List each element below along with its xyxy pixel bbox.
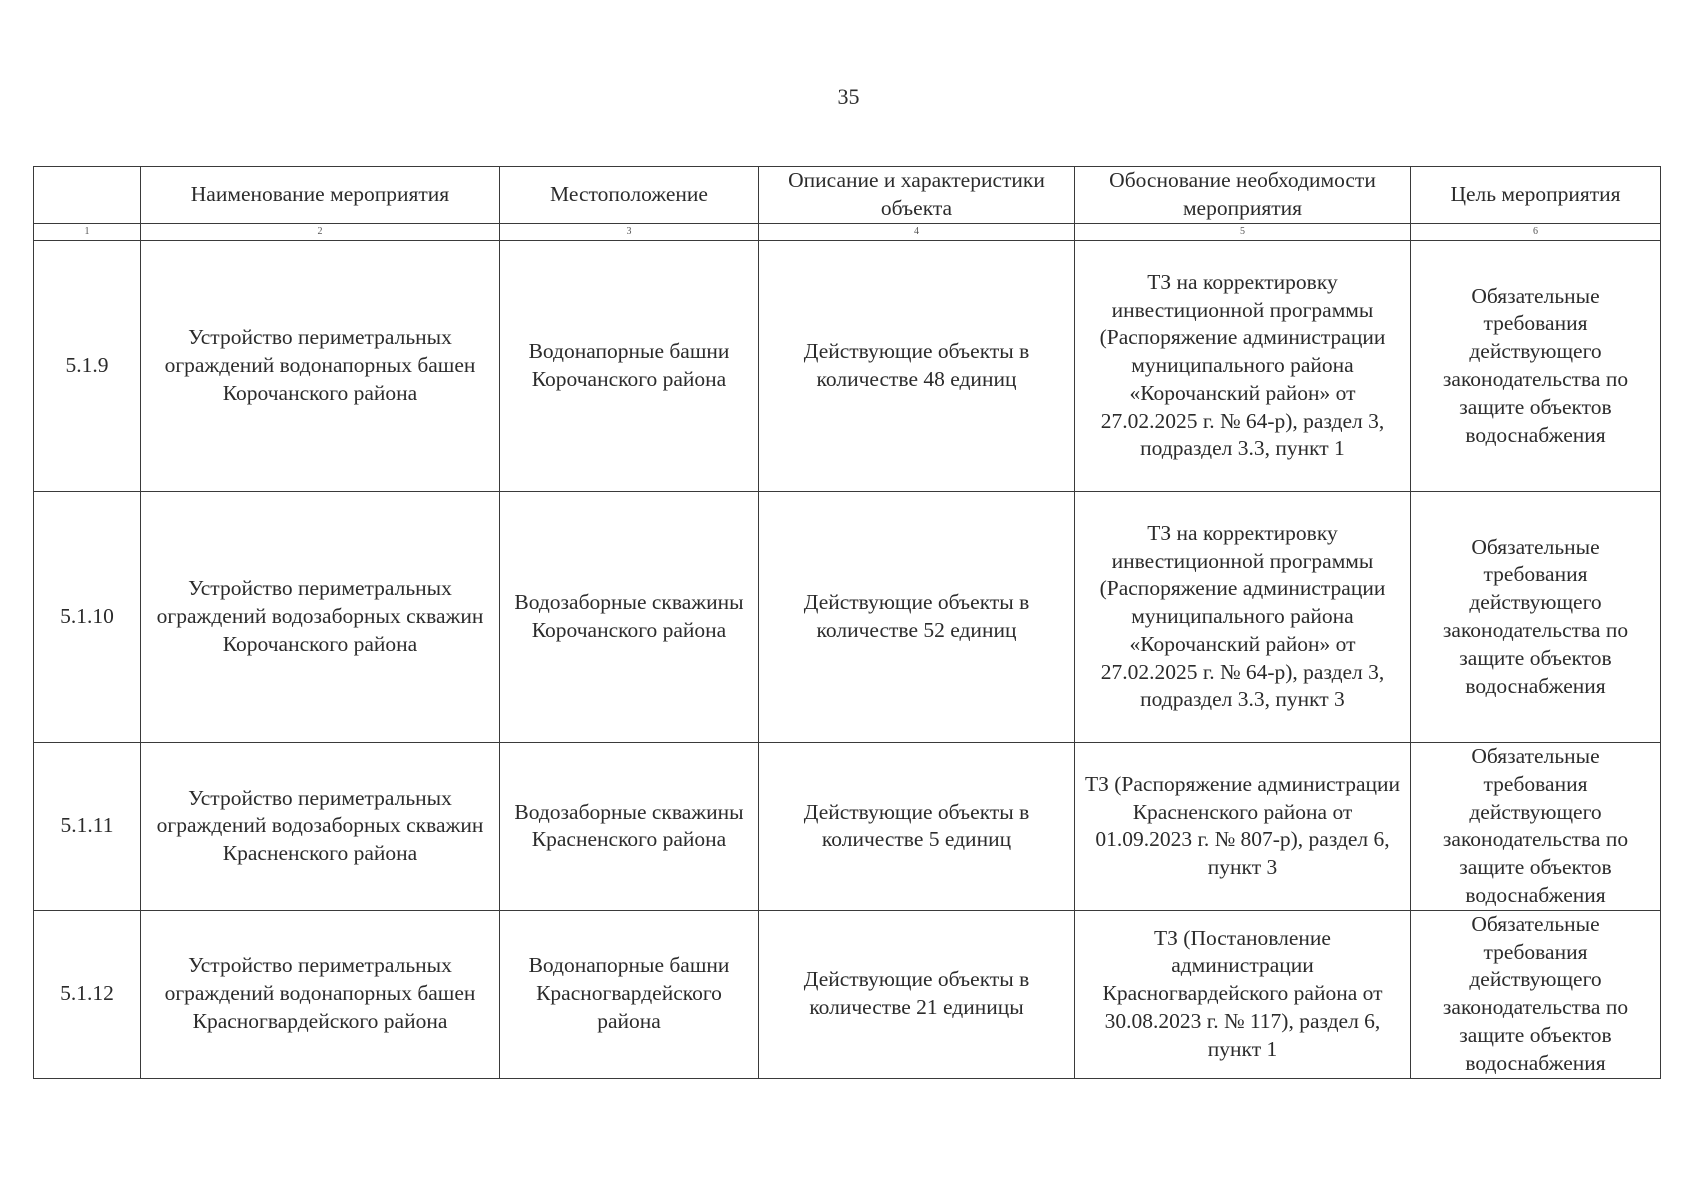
column-number: 5 [1075,224,1411,241]
measure-location: Водозаборные скважины Красненского района [500,743,759,911]
measure-description: Действующие объекты в количестве 5 единиц [759,743,1075,911]
table-row [34,743,1661,911]
measure-name: Устройство периметральных ограждений водонапорных башен Красногвардейского района [141,910,500,1078]
measure-location: Водозаборные скважины Корочанского района [500,492,759,743]
measure-goal: Обязательные требования действующего законодательства по защите объектов водоснабжения [1411,241,1661,492]
row-number: 5.1.10 [34,492,141,743]
measure-location: Водонапорные башни Корочанского района [500,241,759,492]
header-cell-name: Наименование мероприятия [141,167,500,224]
header-cell-location: Местоположение [500,167,759,224]
header-cell-goal: Цель мероприятия [1411,167,1661,224]
column-number: 2 [141,224,500,241]
header-cell-number [34,167,141,224]
measure-goal: Обязательные требования действующего законодательства по защите объектов водоснабжения [1411,492,1661,743]
measure-name: Устройство периметральных ограждений водонапорных башен Корочанского района [141,241,500,492]
table-row [34,241,1661,492]
table-row [34,492,1661,743]
measure-name: Устройство периметральных ограждений водозаборных скважин Корочанского района [141,492,500,743]
measure-justification: ТЗ на корректировку инвестиционной программы (Распоряжение администрации муниципального района «Корочанский район» от 27.02.2025 г. № 64-р), раздел 3, подраздел 3.3, пункт 1 [1075,241,1411,492]
measure-justification: ТЗ на корректировку инвестиционной программы (Распоряжение администрации муниципального района «Корочанский район» от 27.02.2025 г. № 64-р), раздел 3, подраздел 3.3, пункт 3 [1075,492,1411,743]
row-number: 5.1.11 [34,743,141,911]
column-number: 1 [34,224,141,241]
table-row [34,910,1661,1078]
measure-justification: ТЗ (Постановление администрации Красногвардейского района от 30.08.2023 г. № 117), раздел 6, пункт 1 [1075,910,1411,1078]
measure-justification: ТЗ (Распоряжение администрации Красненского района от 01.09.2023 г. № 807-р), раздел 6, пункт 3 [1075,743,1411,911]
measure-description: Действующие объекты в количестве 52 единиц [759,492,1075,743]
column-number: 3 [500,224,759,241]
measure-goal: Обязательные требования действующего законодательства по защите объектов водоснабжения [1411,910,1661,1078]
measure-goal: Обязательные требования действующего законодательства по защите объектов водоснабжения [1411,743,1661,911]
page-number: 35 [837,84,860,109]
column-number: 4 [759,224,1075,241]
row-number: 5.1.12 [34,910,141,1078]
measure-location: Водонапорные башни Красногвардейского района [500,910,759,1078]
column-number: 6 [1411,224,1661,241]
measure-name: Устройство периметральных ограждений водозаборных скважин Красненского района [141,743,500,911]
header-cell-description: Описание и характеристики объекта [759,167,1075,224]
measures-table [33,166,1661,1079]
measure-description: Действующие объекты в количестве 48 единиц [759,241,1075,492]
header-cell-justification: Обоснование необходимости мероприятия [1075,167,1411,224]
column-numbers-row [34,224,1661,241]
row-number: 5.1.9 [34,241,141,492]
header-row [34,167,1661,224]
measure-description: Действующие объекты в количестве 21 единицы [759,910,1075,1078]
